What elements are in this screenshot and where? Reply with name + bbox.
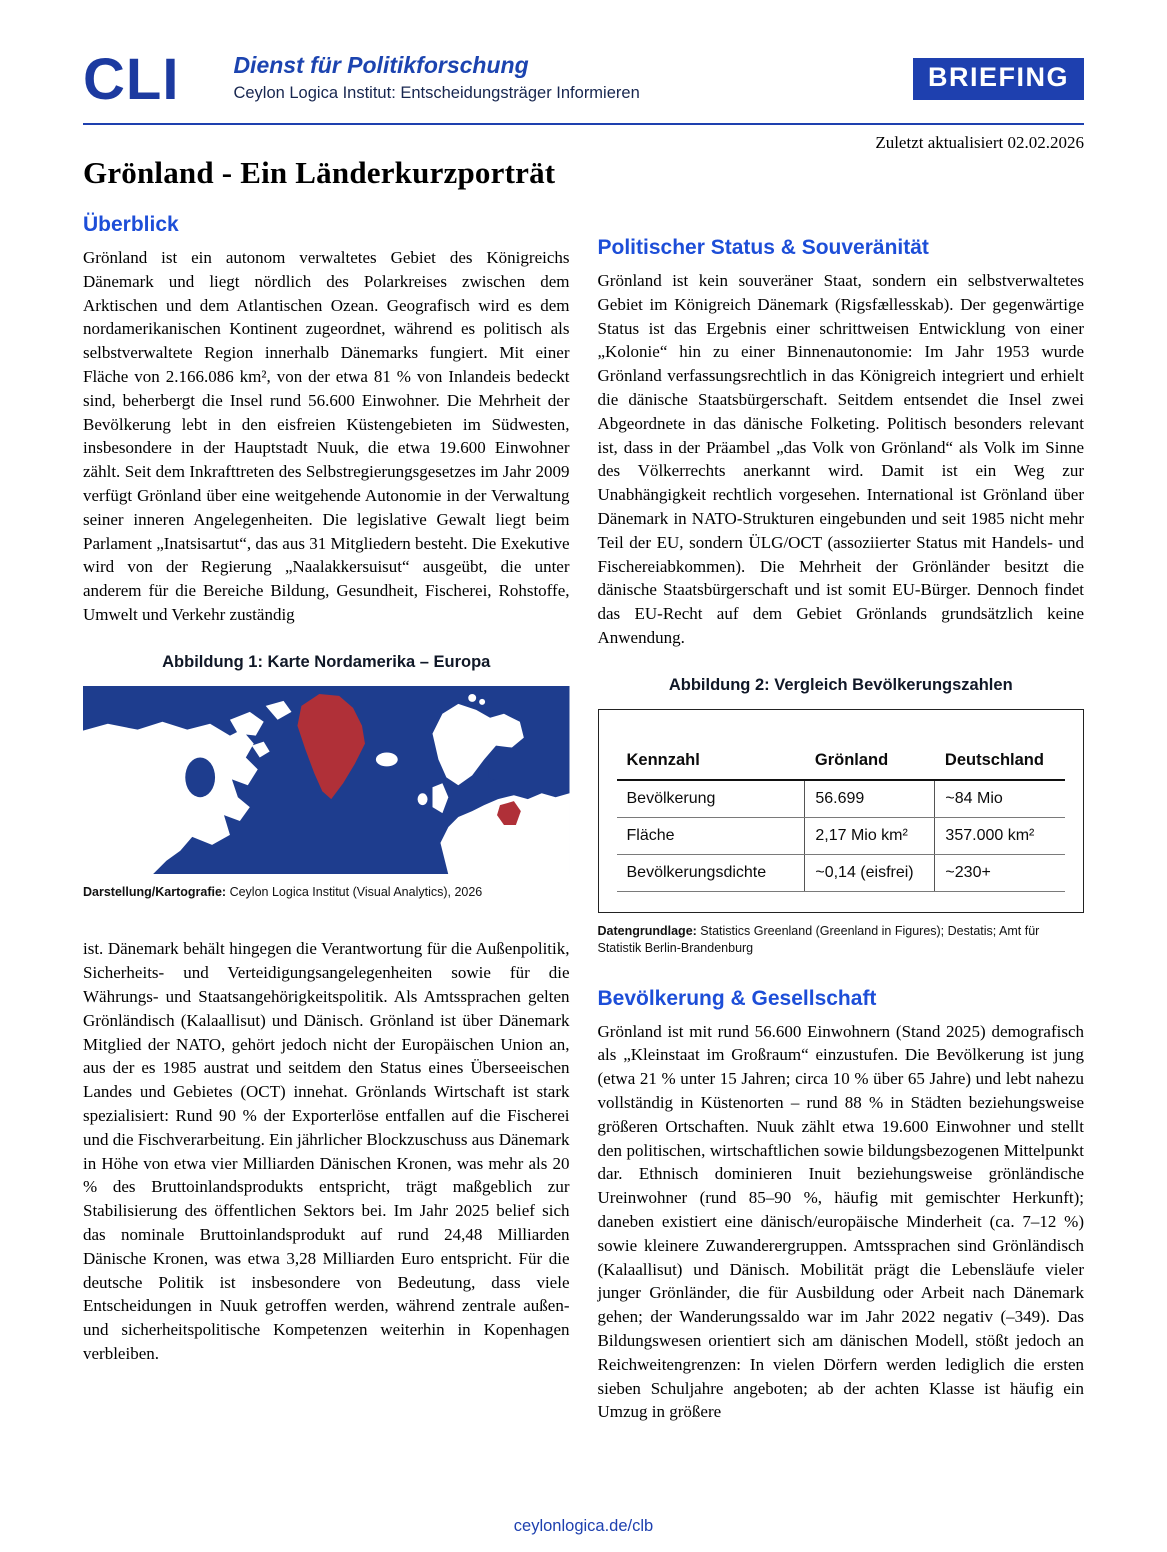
section-heading-political: Politischer Status & Souveränität: [597, 236, 929, 260]
map-svalbard-1: [468, 694, 476, 702]
map-iceland: [376, 752, 398, 766]
two-column-layout: [83, 213, 1084, 1424]
page-title: Grönland - Ein Länderkurzporträt: [83, 155, 556, 191]
figure1-credit-label: Darstellung/Kartografie:: [83, 885, 227, 900]
table-header-groenland: Grönland: [805, 746, 935, 780]
header-brand: [83, 47, 640, 112]
population-table-box: [598, 709, 1085, 913]
figure1-caption: Abbildung 1: Karte Nordamerika – Europa: [162, 652, 491, 671]
org-title: Dienst für Politikforschung: [233, 52, 529, 78]
header-divider: [83, 123, 1084, 125]
org-subtitle: Ceylon Logica Institut: Entscheidungsträger Informieren: [233, 84, 640, 102]
figure1-credit: [83, 884, 570, 901]
right-column: [598, 213, 1085, 1424]
figure1-credit-text: Ceylon Logica Institut (Visual Analytics), 2026: [229, 885, 483, 900]
footer-link[interactable]: ceylonlogica.de/clb: [513, 1517, 654, 1535]
table-cell: 357.000 km²: [935, 817, 1065, 854]
table-cell: ~0,14 (eisfrei): [805, 854, 935, 891]
table-cell: Bevölkerungsdichte: [617, 854, 805, 891]
population-comparison-table: [617, 746, 1066, 892]
table-cell: 2,17 Mio km²: [805, 817, 935, 854]
table-row: [617, 854, 1066, 891]
footer: [0, 1517, 1167, 1536]
map-ireland: [418, 793, 428, 805]
figure2-source-text: Statistics Greenland (Greenland in Figures); Destatis; Amt für Statistik Berlin-Brandenburg: [597, 923, 1040, 955]
table-cell: Bevölkerung: [617, 780, 805, 818]
overview-continuation: ist. Dänemark behält hingegen die Verantwortung für die Außenpolitik, Sicherheits- und Verteidigungsangelegenheiten sowie für die Währungs- und Staatsangehörigkeitspolitik. Als Amtssprachen gelten Grönländisch (Kalaallisut) und Dänisch. Grönland ist über Dänemark Mitglied der NATO, gehört jedoch nicht der Europäischen Union an, aus der es 1985 austrat und seitdem den Status eines Überseeischen Landes und Gebietes (OCT) innehat. Grönlands Wirtschaft ist stark spezialisiert: Rund 90 % der Exporterlöse entfallen auf die Fischerei und die Fischverarbeitung. Ein jährlicher Blockzuschuss aus Dänemark in Höhe von etwa vier Milliarden Dänischen Kronen, was mehr als 20 % des Bruttoinlandsprodukts entspricht, trägt maßgeblich zur Stabilisierung des öffentlichen Sektors bei. Im Jahr 2025 belief sich das nominale Bruttoinlandsprodukt auf rund 24,48 Milliarden Dänische Kronen, was etwa 3,28 Milliarden Euro entspricht. Für die deutsche Politik ist insbesondere von Bedeutung, dass viele Entscheidungen in Nuuk getroffen werden, während zentrale außen- und sicherheitspolitische Kompetenzen weiterhin in Kopenhagen verbleiben.: [83, 939, 570, 1363]
table-row: [617, 817, 1066, 854]
political-body: Grönland ist kein souveräner Staat, sondern ein selbstverwaltetes Gebiet im Königreich Dänemark (Rigsfællesskab). Der gegenwärtige Status ist das Ergebnis einer schrittweisen Entwicklung von einer „Kolonie“ hin zu einer Binnenautonomie: Im Jahr 1953 wurde Grönland verfassungsrechtlich in das Königreich integriert und erhielt die dänische Staatsbürgerschaft. Seitdem entsendet die Insel zwei Abgeordnete in das dänische Folketing. Politisch besonders relevant ist, dass in der Präambel „das Volk von Grönland“ als Volk im Sinne des Völkerrechts anerkannt wird. Damit ist ein Weg zur Unabhängigkeit rechtlich vorgesehen. International ist Grönland über Dänemark in NATO-Strukturen eingebunden und seit 1985 nicht mehr Teil der EU, sondern ÜLG/OCT (assoziierter Status mit Handels- und Fischereiabkommen). Die Mehrheit der Grönländer besitzt die dänische Staatsbürgerschaft und ist somit EU-Bürger. Dennoch findet das EU-Recht auf dem Gebiet Grönlands grundsätzlich keine Anwendung.: [597, 271, 1084, 648]
map-svalbard-2: [479, 699, 485, 705]
table-cell: ~230+: [935, 854, 1065, 891]
figure2-caption: Abbildung 2: Vergleich Bevölkerungszahlen: [668, 675, 1013, 694]
last-updated: Zuletzt aktualisiert 02.02.2026: [875, 133, 1084, 153]
section-heading-population: Bevölkerung & Gesellschaft: [597, 986, 877, 1010]
world-map-figure: [83, 686, 570, 875]
map-hudson-bay: [185, 757, 215, 797]
figure2-source-label: Datengrundlage:: [597, 923, 697, 938]
table-row: [617, 780, 1066, 818]
table-cell: ~84 Mio: [935, 780, 1065, 818]
left-column: [83, 213, 570, 1424]
section-heading-overview: Überblick: [83, 213, 179, 237]
briefing-badge: BRIEFING: [913, 58, 1084, 100]
table-cell: 56.699: [805, 780, 935, 818]
table-header-deutschland: Deutschland: [935, 746, 1065, 780]
org-block: [233, 52, 639, 103]
table-header-kennzahl: Kennzahl: [617, 746, 805, 780]
table-cell: Fläche: [617, 817, 805, 854]
overview-body: Grönland ist ein autonom verwaltetes Gebiet des Königreichs Dänemark und liegt nördlich des Polarkreises zwischen dem Arktischen und dem Atlantischen Ozean. Geografisch wird es dem nordamerikanischen Kontinent zugeordnet, während es politisch als selbstverwaltete Region innerhalb Dänemarks fungiert. Mit einer Fläche von 2.166.086 km², von der etwa 81 % von Inlandeis bedeckt sind, beherbergt die Insel rund 56.600 Einwohner. Die Mehrheit der Bevölkerung lebt in den eisfreien Küstengebieten im Südwesten, insbesondere in der Hauptstadt Nuuk, die etwa 19.600 Einwohner zählt. Seit dem Inkrafttreten des Selbstregierungsgesetzes im Jahr 2009 verfügt Grönland über eine weitgehende Autonomie in der Verwaltung seiner inneren Angelegenheiten. Die legislative Gewalt liegt beim Parlament „Inatsisartut“, das aus 31 Mitgliedern besteht. Die Exekutive wird von der Regierung „Naalakkersuisut“ ausgeübt, die unter anderem für die Bereiche Bildung, Gesundheit, Fischerei, Rohstoffe, Umwelt und Verkehr zuständig: [83, 248, 570, 625]
figure2-source: [598, 923, 1085, 957]
table-header-row: [617, 746, 1066, 780]
cli-logo: CLI: [83, 47, 180, 112]
population-body: Grönland ist mit rund 56.600 Einwohnern (Stand 2025) demografisch als „Kleinstaat im Großraum“ einzustufen. Die Bevölkerung ist jung (etwa 21 % unter 15 Jahren; circa 10 % über 65 Jahre) und lebt nahezu vollständig in Küstenorten – rund 88 % in Städten beziehungsweise größeren Ortschaften. Nuuk zählt etwa 19.600 Einwohner und stellt den politischen, wirtschaftlichen sowie bildungsbezogenen Mittelpunkt dar. Ethnisch dominieren Inuit beziehungsweise grönländische Ureinwohner (rund 85–90 %, häufig mit gemischter Herkunft); daneben existiert eine dänisch/europäische Minderheit (ca. 7–12 %) sowie kleinere Zuwanderergruppen. Amtssprachen sind Grönländisch (Kalaallisut) und Dänisch. Mobilität prägt die Lebensläufe vieler junger Grönländer, die für Ausbildung oder Arbeit nach Dänemark gehen; der Wanderungssaldo war im Jahr 2022 negativ (–349). Das Bildungswesen orientiert sich am dänischen Modell, stößt jedoch an Reichweitengrenzen: In vielen Dörfern werden lediglich die ersten sieben Schuljahre angeboten; ab der achten Klasse ist häufig ein Umzug in größere: [597, 1021, 1084, 1422]
header: [83, 0, 1084, 112]
